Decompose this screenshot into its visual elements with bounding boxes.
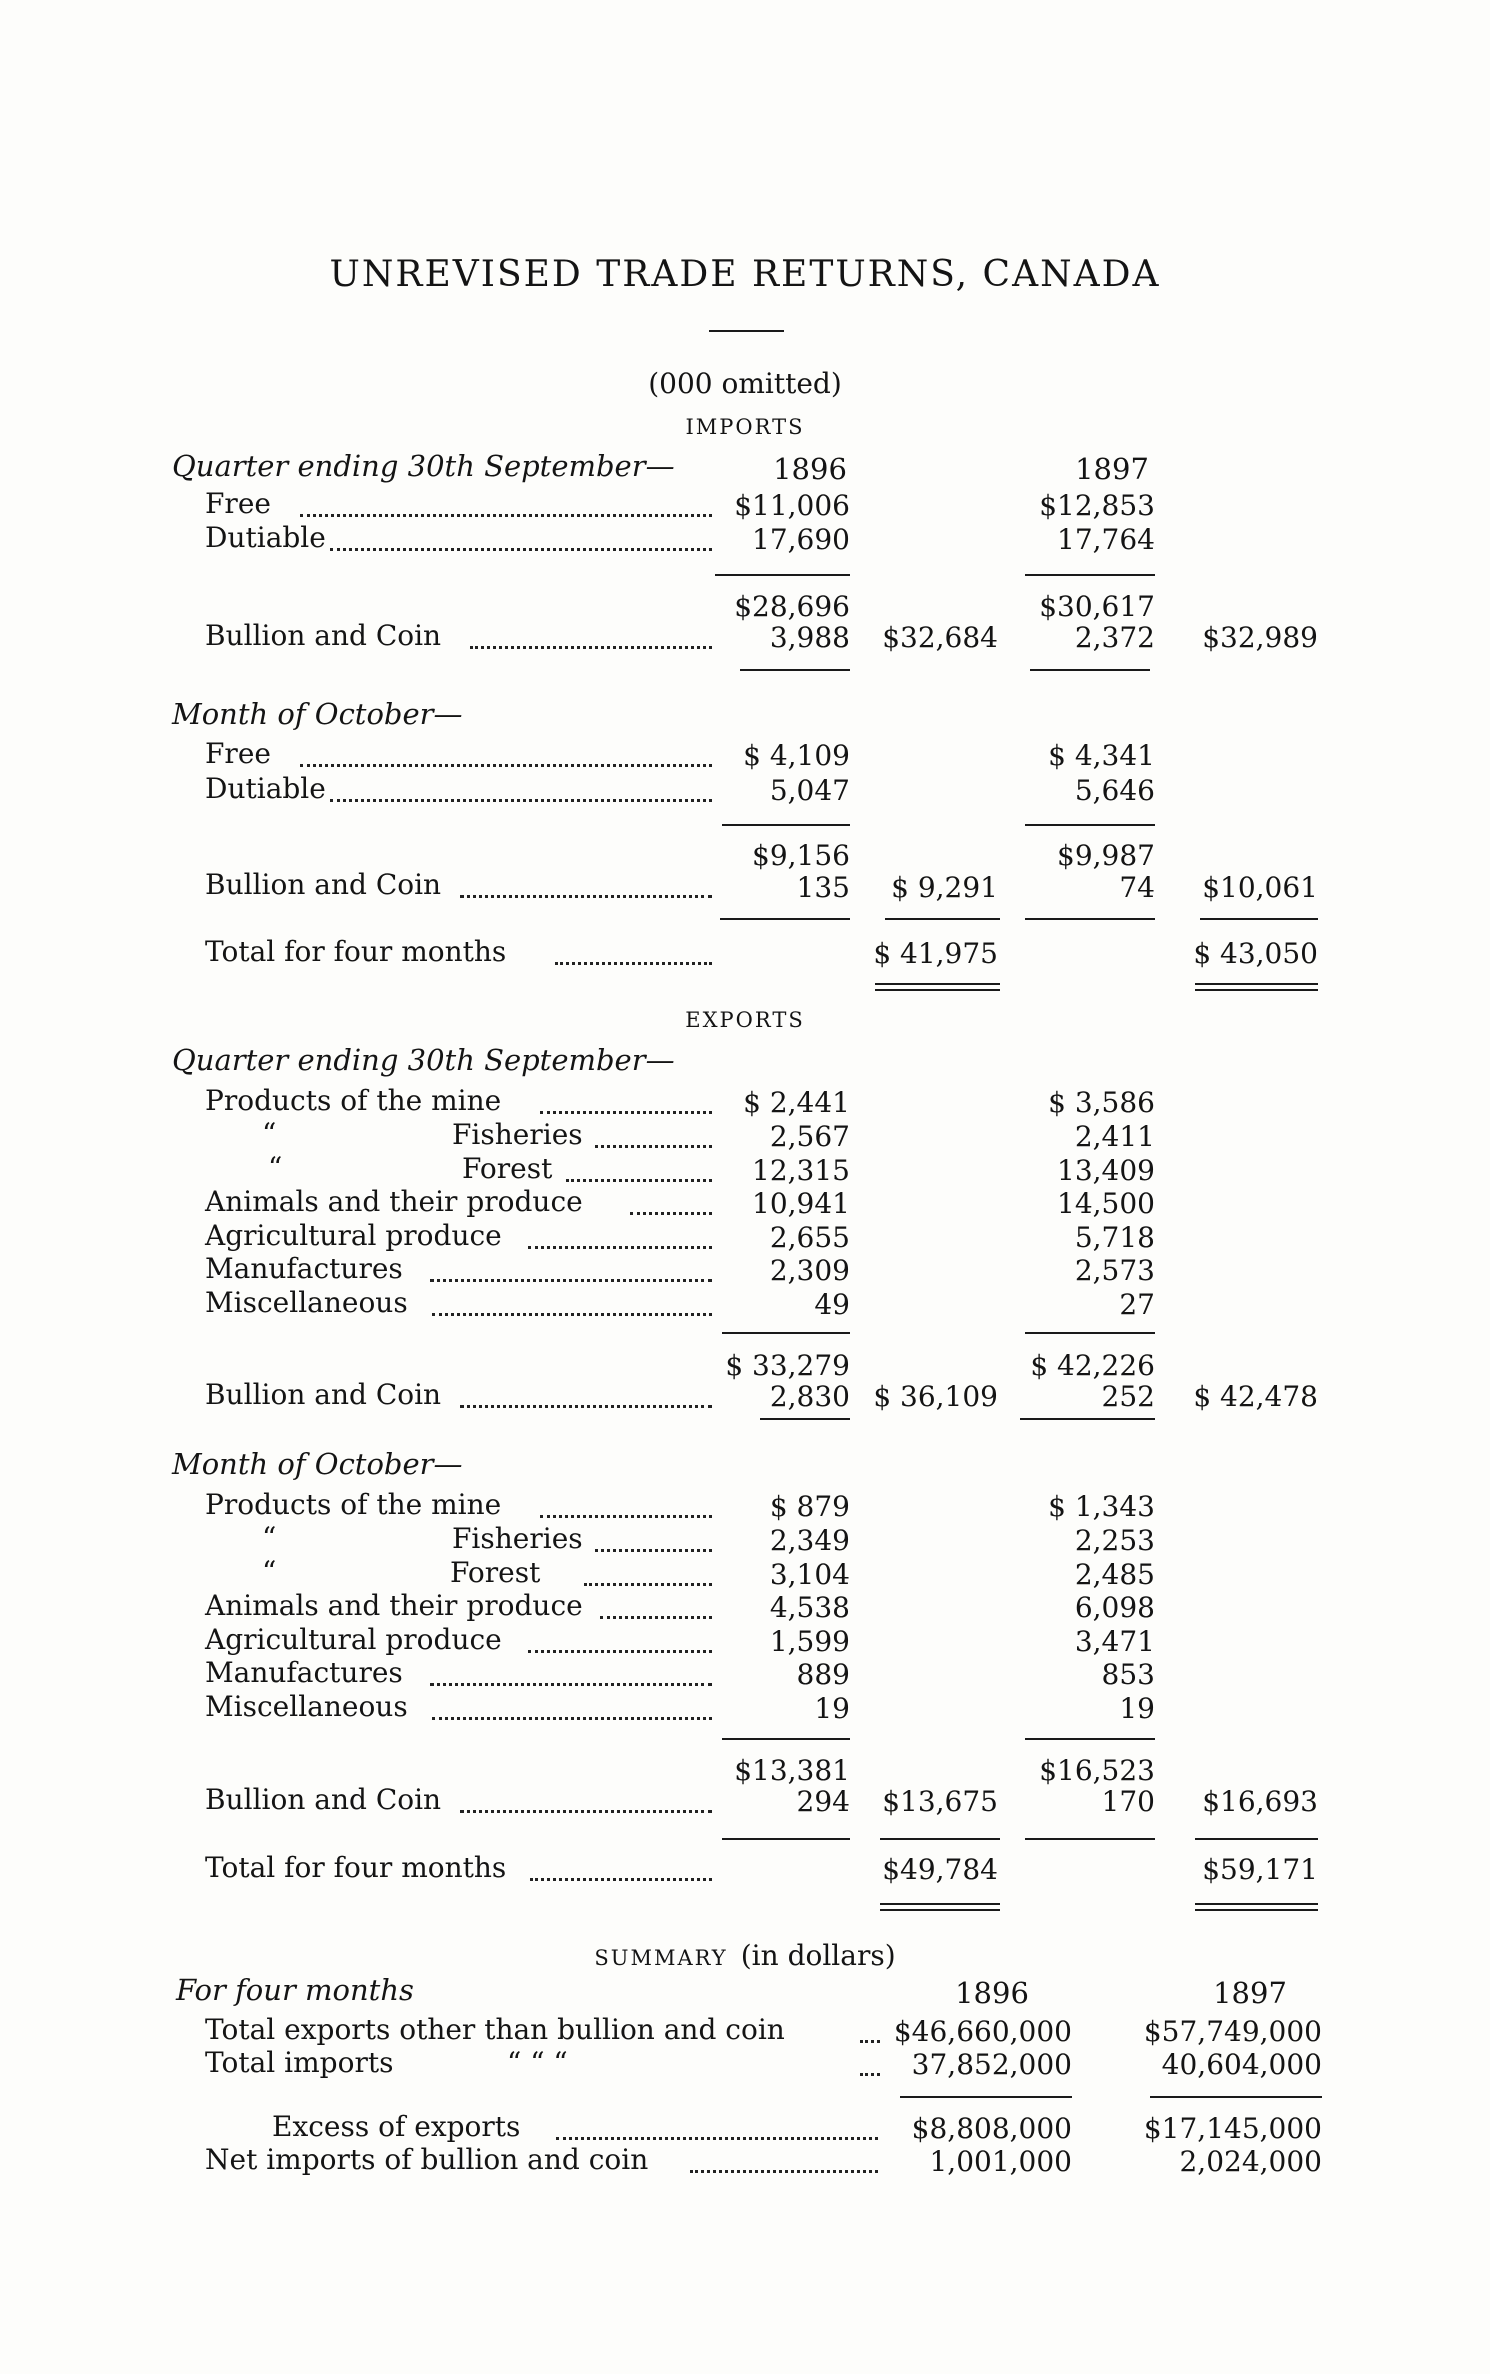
leader-dots: [528, 1246, 712, 1249]
imports-m-subtotal-1897: $9,987: [1057, 839, 1155, 872]
summary-for-label: For four months: [176, 1973, 414, 2007]
exports-q-fisheries-1897: 2,411: [1074, 1120, 1155, 1153]
ditto-mark: “: [262, 1117, 277, 1150]
summary-year-1897: 1897: [1213, 1976, 1287, 2010]
exports-m-bullion-label: Bullion and Coin: [205, 1783, 442, 1816]
imports-m-free-1896: $ 4,109: [743, 739, 850, 772]
summary-exports-1896: $46,660,000: [893, 2015, 1072, 2048]
exports-m-fisheries-1897: 2,253: [1074, 1524, 1155, 1557]
leader-dots: [556, 2137, 878, 2140]
exports-q-bullion-label: Bullion and Coin: [205, 1378, 442, 1411]
subtotal-rule: [1020, 1418, 1155, 1420]
exports-q-misc-1897: 27: [1119, 1288, 1155, 1321]
summary-excess-1896: $8,808,000: [911, 2112, 1072, 2145]
leader-dots: [430, 1683, 712, 1686]
exports-m-bullion-1897: 170: [1101, 1785, 1155, 1818]
exports-q-mine-1897: $ 3,586: [1048, 1086, 1155, 1119]
exports-m-bullion-1896: 294: [796, 1785, 850, 1818]
exports-m-fisheries-1896: 2,349: [769, 1524, 850, 1557]
imports-total-1897: $ 43,050: [1193, 937, 1318, 970]
exports-m-mine-label: Products of the mine: [205, 1488, 502, 1521]
leader-dots: [300, 514, 712, 517]
leader-dots: [432, 1717, 712, 1720]
exports-m-agricultural-1897: 3,471: [1074, 1625, 1155, 1658]
exports-q-manufactures-1897: 2,573: [1074, 1254, 1155, 1287]
exports-m-total-1896: $13,675: [882, 1785, 998, 1818]
exports-q-misc-1896: 49: [814, 1288, 850, 1321]
imports-total-1896: $ 41,975: [873, 937, 998, 970]
summary-heading-label: SUMMARY: [594, 1946, 728, 1970]
imports-free-1897: $12,853: [1039, 489, 1155, 522]
summary-net-label: Net imports of bullion and coin: [205, 2143, 649, 2176]
imports-m-dutiable-1897: 5,646: [1074, 774, 1155, 807]
leader-dots: [566, 1179, 712, 1182]
leader-dots: [540, 1515, 712, 1518]
exports-q-forest-1896: 12,315: [752, 1154, 850, 1187]
leader-dots: [600, 1616, 712, 1619]
total-double-rule: [875, 983, 1000, 991]
subtotal-rule: [722, 1838, 850, 1840]
exports-m-manufactures-1896: 889: [796, 1658, 850, 1691]
total-double-rule: [1195, 983, 1318, 991]
exports-q-misc-label: Miscellaneous: [205, 1286, 408, 1319]
exports-m-animals-label: Animals and their produce: [205, 1589, 583, 1622]
exports-q-subtotal-1896: $ 33,279: [725, 1349, 850, 1382]
subtotal-rule: [1200, 918, 1318, 920]
imports-heading: IMPORTS: [685, 415, 805, 439]
imports-year-1896: 1896: [773, 452, 847, 486]
leader-dots: [470, 646, 712, 649]
subtotal-rule: [1025, 1738, 1155, 1740]
exports-total-1897: $59,171: [1202, 1853, 1318, 1886]
imports-q-total-1897: $32,989: [1202, 621, 1318, 654]
imports-free-label: Free: [205, 487, 271, 520]
imports-free-1896: $11,006: [734, 489, 850, 522]
total-double-rule: [880, 1903, 1000, 1911]
exports-q-forest-label: Forest: [462, 1152, 553, 1185]
exports-q-animals-1896: 10,941: [752, 1187, 850, 1220]
leader-dots: [460, 1405, 712, 1408]
imports-q-total-1896: $32,684: [882, 621, 998, 654]
leader-dots: [300, 764, 712, 767]
exports-q-mine-label: Products of the mine: [205, 1084, 502, 1117]
subtotal-rule: [1195, 1838, 1318, 1840]
ditto-mark: “ “ “: [507, 2046, 568, 2079]
exports-q-total-1896: $ 36,109: [873, 1380, 998, 1413]
exports-m-forest-1897: 2,485: [1074, 1558, 1155, 1591]
exports-q-animals-label: Animals and their produce: [205, 1185, 583, 1218]
exports-q-manufactures-1896: 2,309: [769, 1254, 850, 1287]
exports-q-agricultural-label: Agricultural produce: [205, 1219, 502, 1252]
exports-m-animals-1897: 6,098: [1074, 1591, 1155, 1624]
summary-exports-1897: $57,749,000: [1143, 2015, 1322, 2048]
imports-m-free-label: Free: [205, 737, 271, 770]
subtotal-rule: [740, 669, 850, 671]
ditto-mark: “: [262, 1521, 277, 1554]
imports-m-total-1896: $ 9,291: [891, 871, 998, 904]
exports-m-misc-1896: 19: [814, 1692, 850, 1725]
subtotal-rule: [880, 1838, 1000, 1840]
subtotal-rule: [722, 1332, 850, 1334]
page-title: UNREVISED TRADE RETURNS, CANADA: [329, 254, 1161, 295]
exports-q-animals-1897: 14,500: [1057, 1187, 1155, 1220]
subtotal-rule: [1025, 574, 1155, 576]
exports-q-fisheries-label: Fisheries: [452, 1118, 583, 1151]
imports-m-dutiable-1896: 5,047: [769, 774, 850, 807]
imports-m-bullion-label: Bullion and Coin: [205, 868, 442, 901]
exports-total-1896: $49,784: [882, 1853, 998, 1886]
subtotal-rule: [1030, 669, 1150, 671]
exports-m-forest-label: Forest: [450, 1556, 541, 1589]
exports-q-agricultural-1896: 2,655: [769, 1221, 850, 1254]
subtotal-rule: [1025, 824, 1155, 826]
leader-dots: [430, 1279, 712, 1282]
summary-net-1897: 2,024,000: [1179, 2145, 1322, 2178]
leader-dots: [460, 895, 712, 898]
imports-q-subtotal-1896: $28,696: [734, 590, 850, 623]
exports-q-bullion-1896: 2,830: [769, 1380, 850, 1413]
leader-dots: [540, 1111, 712, 1114]
imports-m-bullion-1896: 135: [796, 871, 850, 904]
leader-dots: [528, 1650, 712, 1653]
subtotal-rule: [722, 824, 850, 826]
leader-dots: [555, 962, 712, 965]
summary-year-1896: 1896: [955, 1976, 1029, 2010]
exports-m-manufactures-1897: 853: [1101, 1658, 1155, 1691]
summary-imports-label: Total imports: [205, 2046, 394, 2079]
exports-heading: EXPORTS: [685, 1008, 805, 1032]
imports-m-bullion-1897: 74: [1119, 871, 1155, 904]
exports-m-total-1897: $16,693: [1202, 1785, 1318, 1818]
total-double-rule: [1195, 1903, 1318, 1911]
subtotal-rule: [1025, 1838, 1155, 1840]
summary-heading-units: (in dollars): [740, 1939, 896, 1972]
leader-dots: [595, 1549, 712, 1552]
leader-dots: [330, 799, 712, 802]
summary-excess-label: Excess of exports: [272, 2110, 521, 2143]
subtotal-rule: [722, 1738, 850, 1740]
exports-q-bullion-1897: 252: [1101, 1380, 1155, 1413]
imports-dutiable-1897: 17,764: [1057, 523, 1155, 556]
summary-imports-1896: 37,852,000: [911, 2048, 1072, 2081]
imports-m-total-1897: $10,061: [1202, 871, 1318, 904]
leader-dots: [530, 1878, 712, 1881]
subtotal-rule: [885, 918, 1000, 920]
subtotal-rule: [1025, 1332, 1155, 1334]
imports-q-bullion-label: Bullion and Coin: [205, 619, 442, 652]
leader-dots: [432, 1313, 712, 1316]
exports-m-misc-label: Miscellaneous: [205, 1690, 408, 1723]
subtotal-rule: [715, 574, 850, 576]
leader-dots: [330, 548, 712, 551]
exports-q-agricultural-1897: 5,718: [1074, 1221, 1155, 1254]
leader-dots: [860, 2040, 880, 2043]
exports-m-agricultural-label: Agricultural produce: [205, 1623, 502, 1656]
imports-dutiable-1896: 17,690: [752, 523, 850, 556]
ditto-mark: “: [268, 1151, 283, 1184]
imports-q-bullion-1896: 3,988: [769, 621, 850, 654]
summary-imports-1897: 40,604,000: [1161, 2048, 1322, 2081]
summary-exports-label: Total exports other than bullion and coin: [205, 2013, 785, 2046]
imports-month-label: Month of October—: [172, 697, 463, 731]
exports-m-manufactures-label: Manufactures: [205, 1656, 403, 1689]
imports-total-label: Total for four months: [205, 935, 507, 968]
subtotal-rule: [720, 918, 850, 920]
subtotal-rule: [1150, 2096, 1322, 2098]
leader-dots: [595, 1145, 712, 1148]
leader-dots: [584, 1583, 712, 1586]
imports-dutiable-label: Dutiable: [205, 521, 326, 554]
summary-heading: [0, 1939, 1490, 1972]
exports-q-forest-1897: 13,409: [1057, 1154, 1155, 1187]
imports-year-1897: 1897: [1075, 452, 1149, 486]
exports-q-subtotal-1897: $ 42,226: [1030, 1349, 1155, 1382]
summary-excess-1897: $17,145,000: [1143, 2112, 1322, 2145]
exports-q-total-1897: $ 42,478: [1193, 1380, 1318, 1413]
exports-month-label: Month of October—: [172, 1447, 463, 1481]
exports-m-animals-1896: 4,538: [769, 1591, 850, 1624]
imports-m-subtotal-1896: $9,156: [752, 839, 850, 872]
exports-q-fisheries-1896: 2,567: [769, 1120, 850, 1153]
exports-m-forest-1896: 3,104: [769, 1558, 850, 1591]
imports-m-free-1897: $ 4,341: [1048, 739, 1155, 772]
exports-m-fisheries-label: Fisheries: [452, 1522, 583, 1555]
omitted-note: (000 omitted): [648, 367, 842, 400]
exports-quarter-label: Quarter ending 30th September—: [172, 1043, 675, 1077]
exports-m-misc-1897: 19: [1119, 1692, 1155, 1725]
exports-q-manufactures-label: Manufactures: [205, 1252, 403, 1285]
imports-quarter-label: Quarter ending 30th September—: [172, 449, 675, 483]
exports-m-agricultural-1896: 1,599: [769, 1625, 850, 1658]
exports-q-mine-1896: $ 2,441: [743, 1086, 850, 1119]
leader-dots: [460, 1810, 712, 1813]
imports-q-subtotal-1897: $30,617: [1039, 590, 1155, 623]
ditto-mark: “: [262, 1555, 277, 1588]
exports-m-mine-1897: $ 1,343: [1048, 1490, 1155, 1523]
exports-m-mine-1896: $ 879: [769, 1490, 850, 1523]
subtotal-rule: [1025, 918, 1155, 920]
subtotal-rule: [760, 1418, 850, 1420]
exports-m-subtotal-1896: $13,381: [734, 1754, 850, 1787]
exports-m-subtotal-1897: $16,523: [1039, 1754, 1155, 1787]
leader-dots: [630, 1212, 712, 1215]
imports-m-dutiable-label: Dutiable: [205, 772, 326, 805]
subtotal-rule: [900, 2096, 1072, 2098]
summary-net-1896: 1,001,000: [929, 2145, 1072, 2178]
imports-q-bullion-1897: 2,372: [1074, 621, 1155, 654]
exports-total-label: Total for four months: [205, 1851, 507, 1884]
title-rule: [709, 330, 784, 332]
leader-dots: [690, 2170, 878, 2173]
leader-dots: [860, 2073, 880, 2076]
